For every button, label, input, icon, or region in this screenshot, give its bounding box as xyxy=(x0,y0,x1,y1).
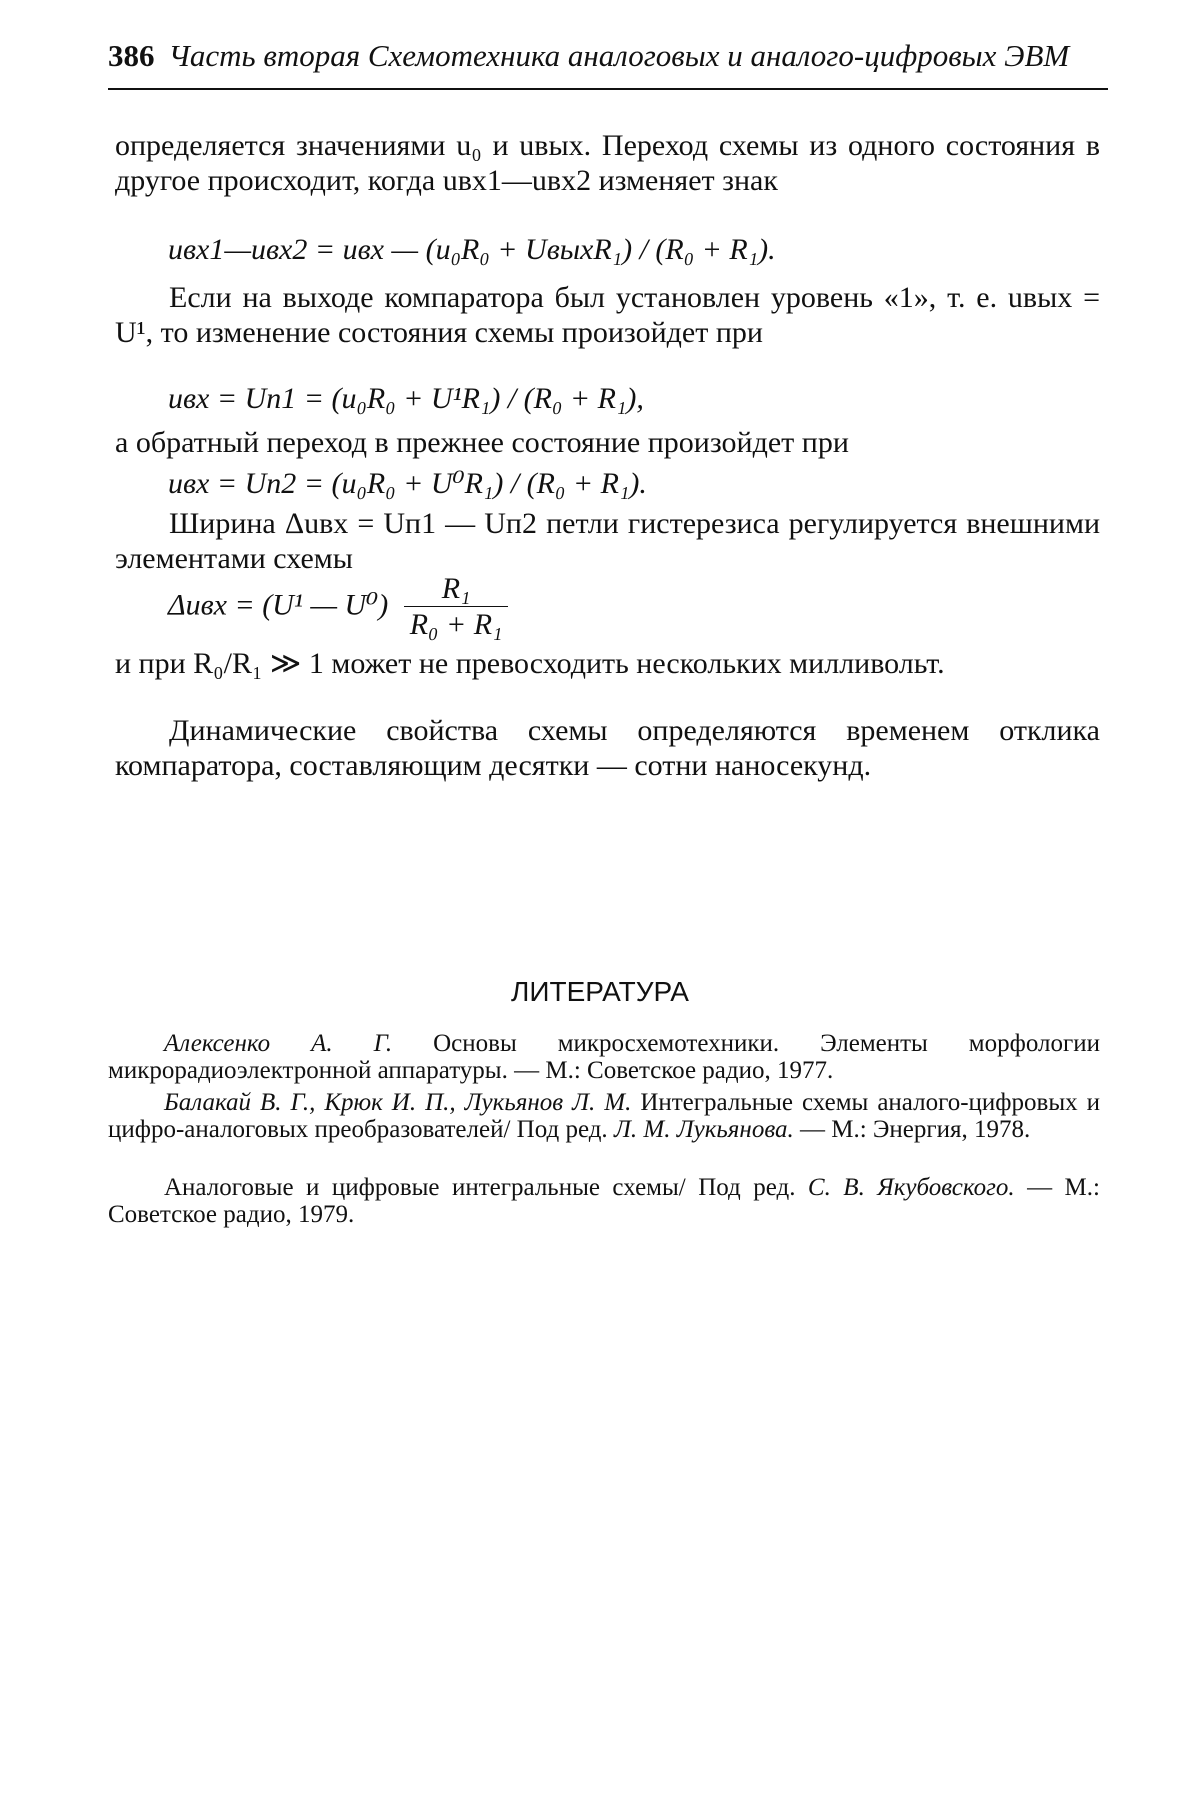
paragraph-2: Если на выходе компаратора был установлен уровень «1», т. е. uвых = U¹, то изменение состояния схемы произойдет при xyxy=(115,281,1100,349)
equation-1: uвх1—uвх2 = uвх — (u₀R₀ + UвыхR₁) / (R₀ + R₁). xyxy=(168,233,776,266)
equation-4-left: Δuвх = (U¹ — U⁰) xyxy=(168,588,389,622)
paragraph-3: а обратный переход в прежнее состояние произойдет при xyxy=(115,426,849,459)
page-number: 386 xyxy=(108,38,155,73)
equation-2: uвх = Uп1 = (u₀R₀ + U¹R₁) / (R₀ + R₁), xyxy=(168,382,644,415)
equation-4-denominator: R₀ + R₁ xyxy=(409,608,503,641)
reference-2-editor: Л. М. Лукьянова. xyxy=(613,1116,794,1143)
reference-3 xyxy=(108,1174,1100,1228)
equation-4 xyxy=(168,572,508,643)
running-title: Часть вторая Схемотехника аналоговых и аналого-цифровых ЭВМ xyxy=(168,38,1070,73)
paragraph-5: и при R₀/R₁ ≫ 1 может не превосходить нескольких милливольт. xyxy=(115,647,945,680)
paragraph-4: Ширина Δuвх = Uп1 — Uп2 петли гистерезиса регулируется внешними элементами схемы xyxy=(115,507,1100,575)
equation-4-numerator: R₁ xyxy=(404,572,509,607)
reference-1-text: Основы микросхемотехники. Элементы морфологии микрорадиоэлектронной аппаратуры. — М.: Советское радио, 1977. xyxy=(108,1030,1100,1084)
equation-4-fraction xyxy=(404,572,509,643)
paragraph-6: Динамические свойства схемы определяются временем отклика компаратора, составляющим десятки — сотни наносекунд. xyxy=(115,714,1100,782)
reference-2-imprint: — М.: Энергия, 1978. xyxy=(793,1116,1031,1143)
reference-1-authors: Алексенко А. Г. xyxy=(164,1030,393,1057)
reference-2-authors: Балакай В. Г., Крюк И. П., Лукьянов Л. М. xyxy=(164,1089,632,1116)
reference-3-text: Аналоговые и цифровые интегральные схемы/ Под ред. xyxy=(164,1174,808,1201)
literature-heading: ЛИТЕРАТУРА xyxy=(511,976,689,1007)
reference-1 xyxy=(108,1030,1100,1084)
reference-2 xyxy=(108,1089,1100,1143)
header-rule xyxy=(108,88,1108,90)
running-header xyxy=(108,38,1108,84)
reference-2-text: Интегральные схемы аналого-цифровых и цифро-аналоговых преобразователей/ Под ред. xyxy=(108,1089,1100,1143)
reference-3-editor: С. В. Якубовского. xyxy=(807,1174,1015,1201)
equation-3: uвх = Uп2 = (u₀R₀ + U⁰R₁) / (R₀ + R₁). xyxy=(168,467,647,500)
paragraph-1: определяется значениями u₀ и uвых. Переход схемы из одного состояния в другое происходит, когда uвх1—uвх2 изменяет знак xyxy=(115,129,1100,197)
reference-3-imprint: — М.: Советское радио, 1979. xyxy=(108,1174,1100,1228)
